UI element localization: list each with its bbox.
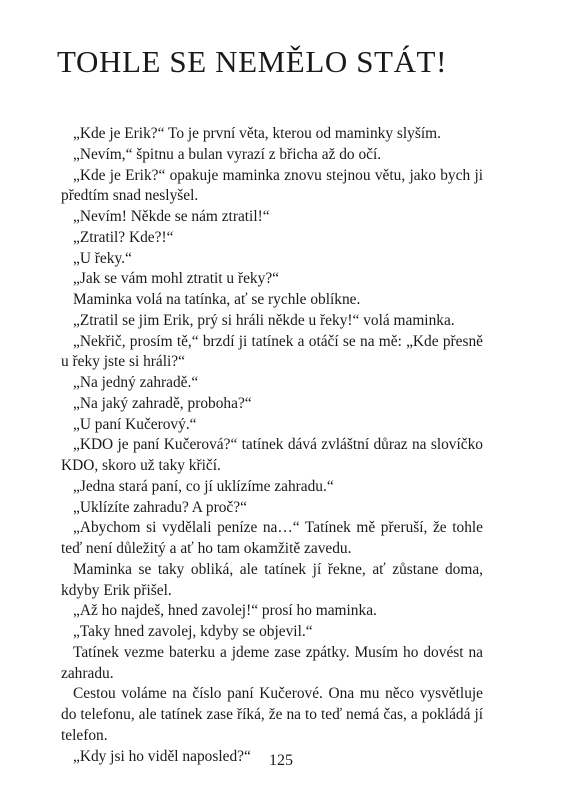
paragraph: „Nekřič, prosím tě,“ brzdí ji tatínek a otáčí se na mě: „Kde přesně u řeky jste si hráli?“ bbox=[61, 332, 483, 371]
paragraph: „Abychom si vydělali peníze na…“ Tatínek mě přeruší, že tohle teď není důležitý a ať ho tam okamžitě zavedu. bbox=[61, 519, 483, 557]
body-text bbox=[61, 124, 483, 767]
paragraph: „Nevím,“ špitnu a bulan vyrazí z břicha až do očí. bbox=[73, 145, 382, 163]
paragraph: Maminka se taky obliká, ale tatínek jí řekne, ať zůstane doma, kdyby Erik přišel. bbox=[61, 560, 483, 599]
paragraph: „Na jaký zahradě, proboha?“ bbox=[73, 394, 252, 412]
paragraph: „Taky hned zavolej, kdyby se objevil.“ bbox=[73, 623, 313, 640]
paragraph: „Nevím! Někde se nám ztratil!“ bbox=[73, 208, 270, 225]
paragraph: „U paní Kučerový.“ bbox=[73, 415, 197, 433]
page-number: 125 bbox=[269, 752, 293, 769]
paragraph: „Kde je Erik?“ To je první věta, kterou od maminky slyším. bbox=[73, 125, 441, 142]
paragraph: Maminka volá na tatínka, ať se rychle oblíkne. bbox=[73, 291, 361, 308]
paragraph: „Ztratil? Kde?!“ bbox=[73, 228, 174, 246]
paragraph: „Až ho najdeš, hned zavolej!“ prosí ho maminka. bbox=[73, 602, 377, 620]
paragraph: „U řeky.“ bbox=[73, 249, 132, 267]
paragraph: „Jedna stará paní, co jí uklízíme zahradu.“ bbox=[73, 477, 334, 495]
paragraph: „Kde je Erik?“ opakuje maminka znovu stejnou větu, jako bych ji předtím snad neslyšel. bbox=[61, 166, 483, 205]
paragraph: „Jak se vám mohl ztratit u řeky?“ bbox=[73, 270, 279, 288]
paragraph: „Kdy jsi ho viděl naposled?“ bbox=[73, 747, 251, 765]
paragraph: „Ztratil se jim Erik, prý si hráli někde u řeky!“ volá maminka. bbox=[73, 311, 455, 329]
paragraph: „Na jedný zahradě.“ bbox=[73, 374, 199, 391]
paragraph: Cestou voláme na číslo paní Kučerové. Ona mu něco vysvětluje do telefonu, ale tatínek zase říká, že na to teď nemá čas, a pokládá jí telefon. bbox=[61, 685, 483, 744]
paragraph: „Uklízíte zahradu? A proč?“ bbox=[73, 498, 247, 516]
chapter-title: TOHLE SE NEMĚLO STÁT! bbox=[57, 44, 448, 79]
paragraph: Tatínek vezme baterku a jdeme zase zpátky. Musím ho dovést na zahradu. bbox=[61, 643, 483, 682]
paragraph: „KDO je paní Kučerová?“ tatínek dává zvláštní důraz na slovíčko KDO, skoro už taky křičí. bbox=[61, 436, 483, 474]
